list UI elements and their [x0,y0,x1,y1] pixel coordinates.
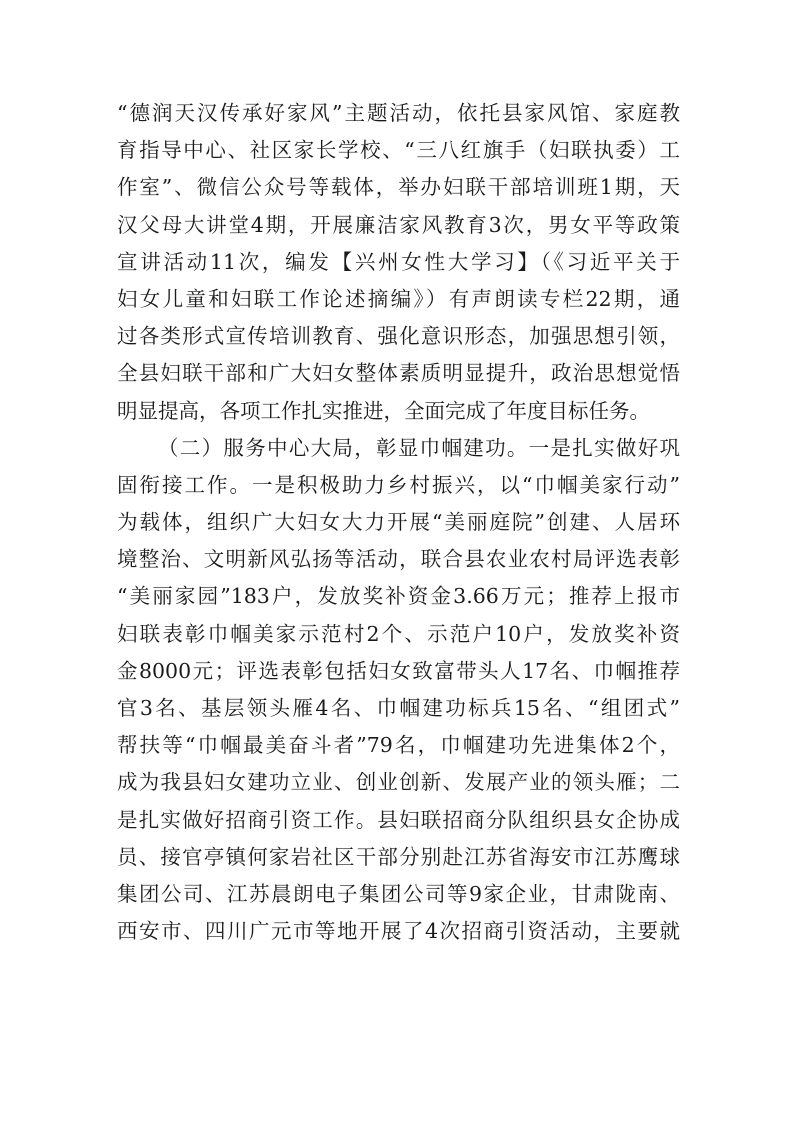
text-line: 固衔接工作。一是积极助力乡村振兴，以“巾帼美家行动” [117,472,680,497]
text-line: 帮扶等“巾帼最美奋斗者”79名，巾帼建功先进集体2个， [117,733,680,758]
text-line: 为载体，组织广大妇女大力开展“美丽庭院”创建、人居环 [117,510,680,535]
text-line: 明显提高，各项工作扎实推进，全面完成了年度目标任务。 [117,398,650,423]
text-line: 全县妇联干部和广大妇女整体素质明显提升，政治思想觉悟 [117,361,680,386]
text-line: 境整治、文明新风弘扬等活动，联合县农业农村局评选表彰 [117,547,680,572]
text-line: 过各类形式宣传培训教育、强化意识形态，加强思想引领， [117,324,680,349]
text-line: 西安市、四川广元市等地开展了4次招商引资活动，主要就 [117,919,680,944]
body-text [117,95,680,950]
text-line: 作室”、微信公众号等载体，举办妇联干部培训班1期，天 [117,175,680,200]
section-heading-line: （二）服务中心大局，彰显巾帼建功。一是扎实做好巩 [158,435,680,460]
text-line: 是扎实做好招商引资工作。县妇联招商分队组织县女企协成 [117,807,680,832]
text-line: 集团公司、江苏晨朗电子集团公司等9家企业，甘肃陇南、 [117,881,680,906]
text-line: 汉父母大讲堂4期，开展廉洁家风教育3次，男女平等政策 [117,212,680,237]
text-line: 妇联表彰巾帼美家示范村2个、示范户10户，发放奖补资 [117,621,680,646]
text-line: “德润天汉传承好家风”主题活动，依托县家风馆、家庭教 [117,101,680,125]
text-line: “美丽家园”183户，发放奖补资金3.66万元；推荐上报市 [117,584,680,609]
text-line: 妇女儿童和妇联工作论述摘编》）有声朗读专栏22期，通 [117,286,680,311]
text-line: 员、接官亭镇何家岩社区干部分别赴江苏省海安市江苏鹰球 [117,844,680,869]
text-line: 金8000元；评选表彰包括妇女致富带头人17名、巾帼推荐 [117,658,680,683]
text-line: 育指导中心、社区家长学校、“三八红旗手（妇联执委）工 [117,138,680,163]
text-line: 成为我县妇女建功立业、创业创新、发展产业的领头雁；二 [117,770,680,795]
text-line: 官3名、基层领头雁4名、巾帼建功标兵15名、“组团式” [117,696,680,720]
text-line: 宣讲活动11次，编发【兴州女性大学习】（《习近平关于 [117,249,680,274]
